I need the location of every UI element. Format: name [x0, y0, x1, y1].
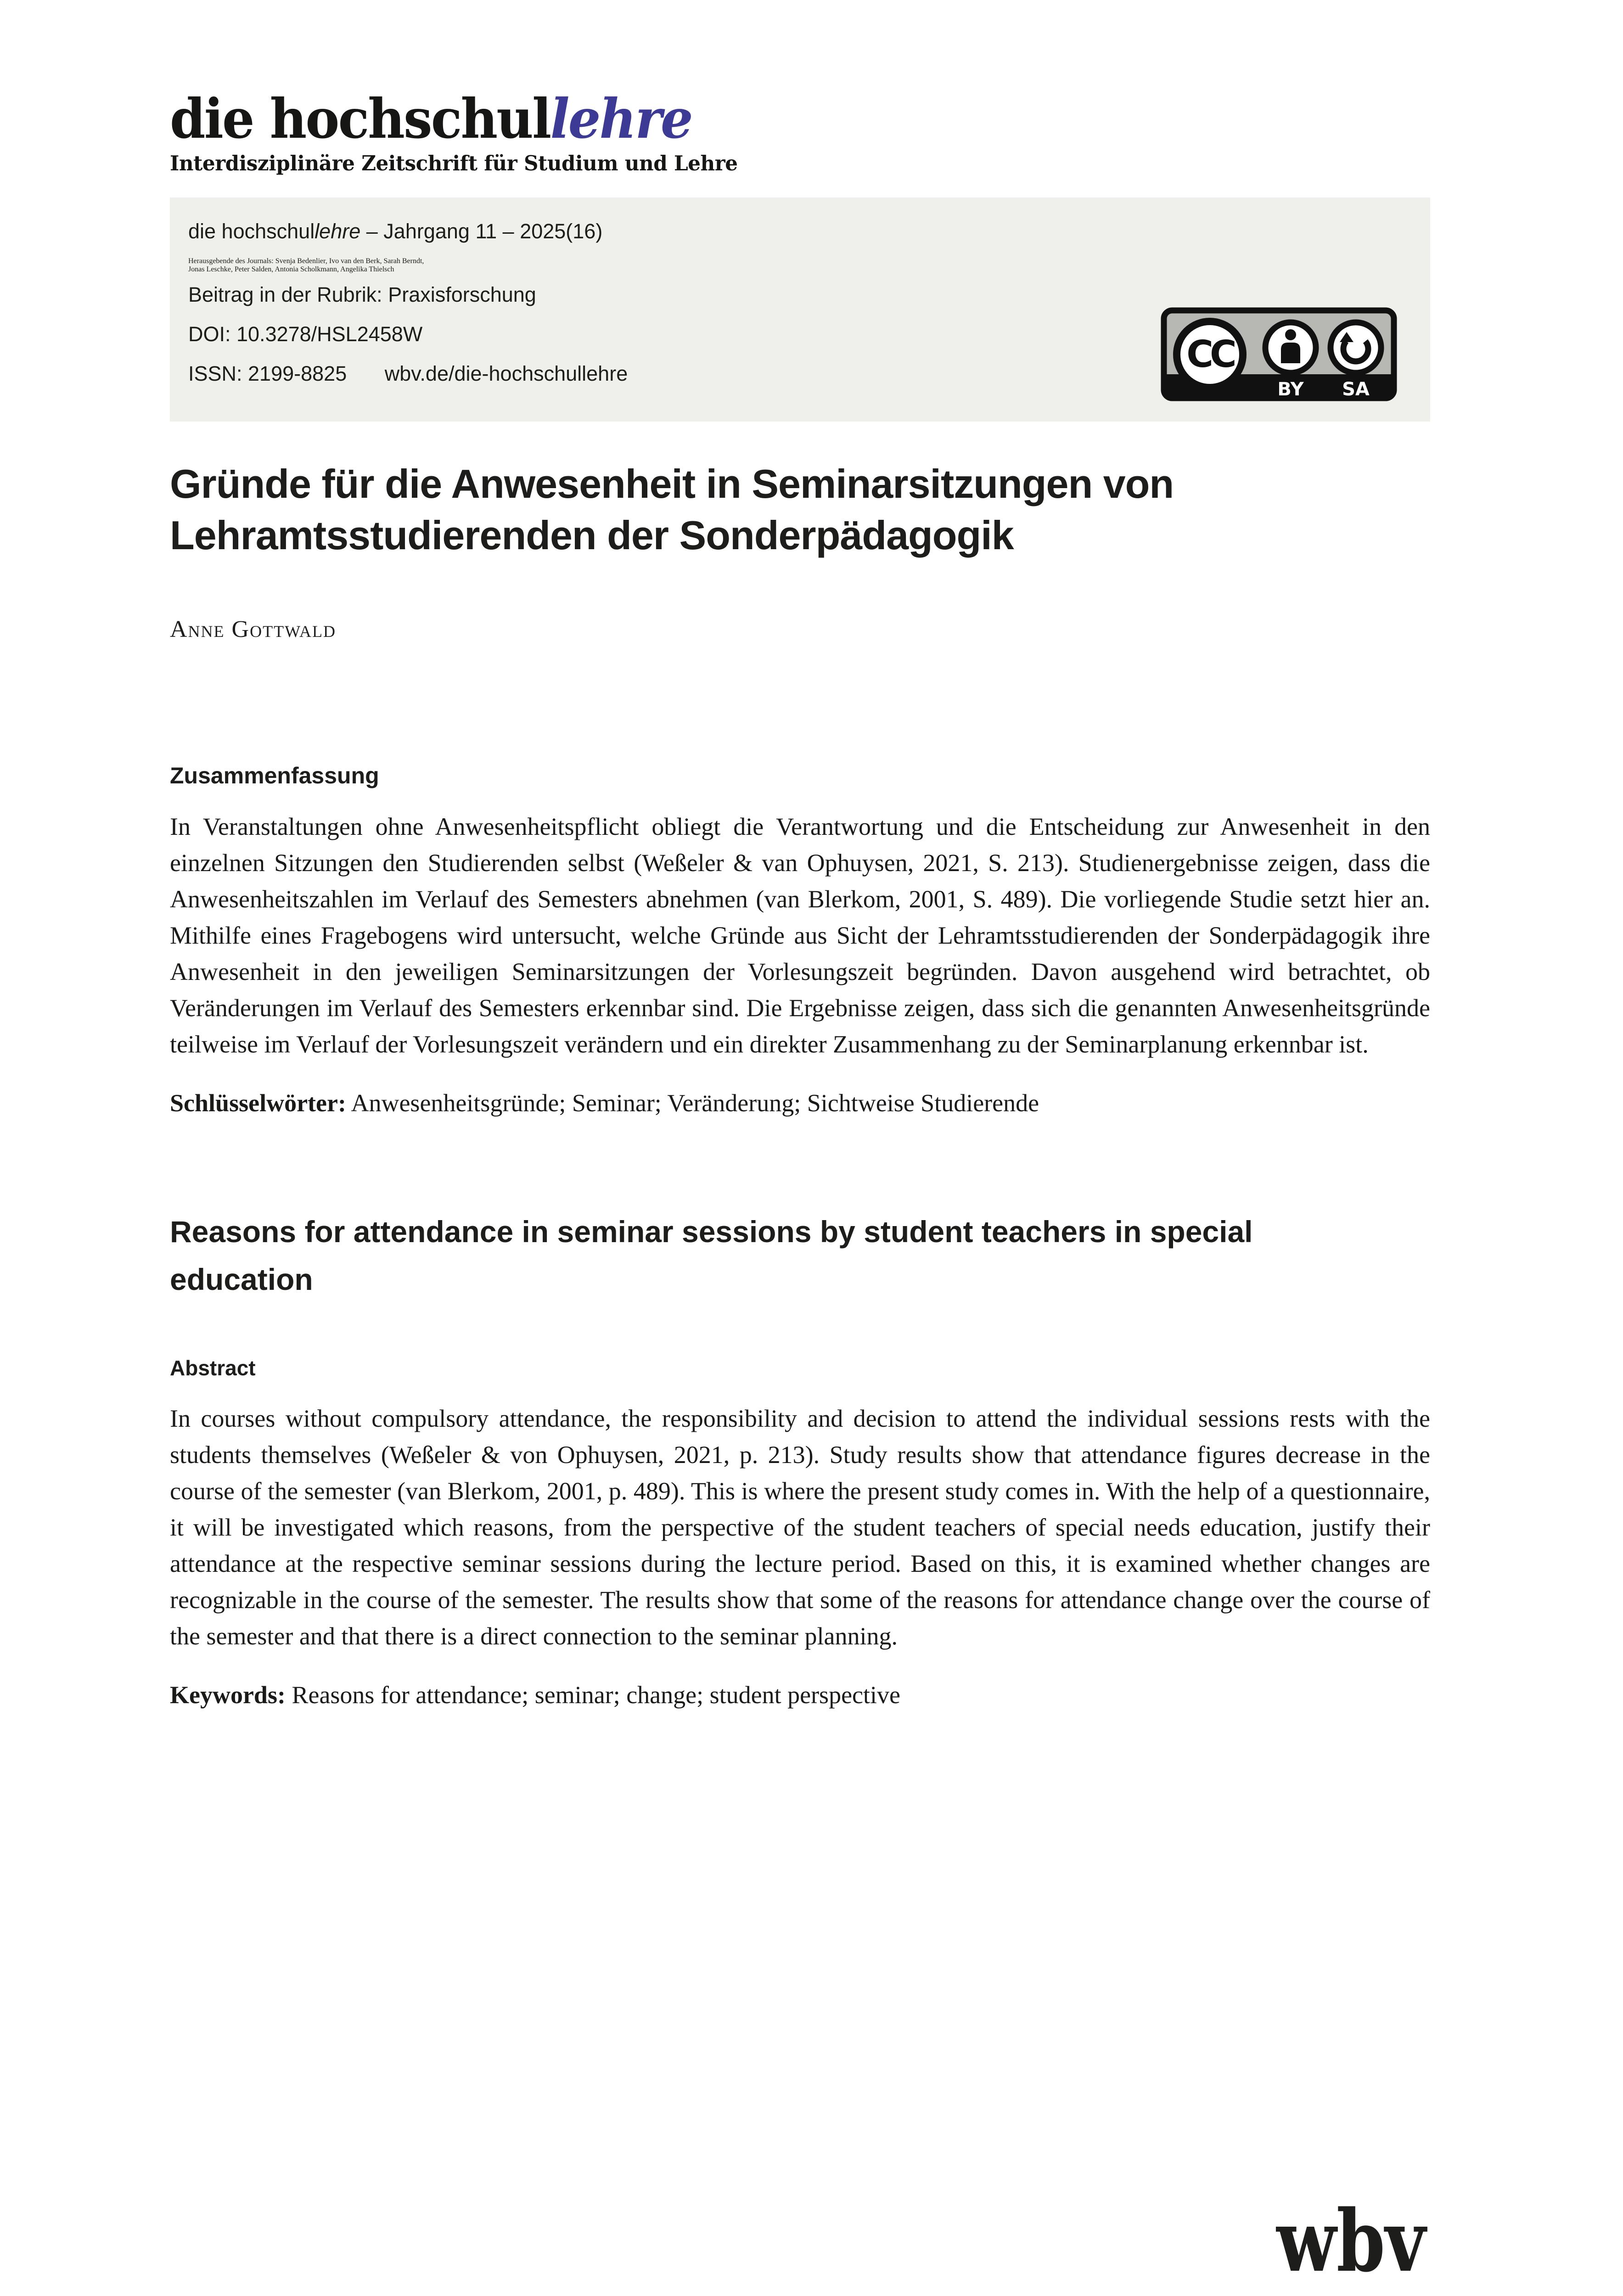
- keywords-de-line: [170, 1086, 1430, 1120]
- cc-sa-arrow-icon: [1331, 322, 1381, 373]
- editors-line-1: Herausgebende des Journals: Svenja Bedenlier, Ivo van den Berk, Sarah Berndt,: [188, 257, 424, 265]
- keywords-de-label: Schlüsselwörter:: [170, 1089, 346, 1117]
- cc-letters: CC: [1186, 333, 1233, 376]
- cc-license-badge: [1161, 307, 1397, 401]
- keywords-de-text: Anwesenheitsgründe; Seminar; Veränderung; Sichtweise Studierende: [351, 1089, 1039, 1117]
- cc-by-label: BY: [1277, 379, 1304, 400]
- article-title-en: Reasons for attendance in seminar sessions by student teachers in special education: [170, 1215, 1253, 1296]
- rubric-line: Beitrag in der Rubrik: Praxisforschung: [188, 283, 536, 306]
- journal-logo-main: die hochschul: [170, 87, 550, 151]
- doi-line: DOI: 10.3278/HSL2458W: [188, 322, 423, 346]
- publisher-logo-wbv: wbv: [1276, 2191, 1426, 2291]
- abstract-en-heading: Abstract: [170, 1356, 256, 1380]
- issn-line: [188, 360, 1175, 388]
- issue-info-box: [170, 197, 1430, 422]
- journal-subtitle: Interdisziplinäre Zeitschrift für Studium und Lehre: [170, 151, 738, 175]
- author-name: Anne Gottwald: [170, 616, 337, 642]
- issue-journal-name: die hochschul: [188, 219, 315, 243]
- journal-logo: [170, 87, 1354, 151]
- editors-line-2: Jonas Leschke, Peter Salden, Antonia Scholkmann, Angelika Thielsch: [188, 265, 394, 273]
- journal-masthead: [170, 87, 1430, 176]
- issue-line: [188, 218, 1175, 245]
- abstract-en-text: In courses without compulsory attendance, the responsibility and decision to attend the individual sessions rests with the students themselves (Weßeler & von Ophuysen, 2021, p. 213). Study results show that attendance figures decrease in the course of the semester (van Blerkom, 2001, p. 489). This is where the present study comes in. With the help of a questionnaire, it will be investigated which reasons, from the perspective of the student teachers of special needs education, justify their attendance at the respective seminar sessions during the lecture period. Based on this, it is examined whether changes are recognizable in the course of the semester. The results show that some of the reasons for attendance change over the course of the semester and that there is a direct connection to the seminar planning.: [170, 1405, 1430, 1650]
- journal-website-url: wbv.de/die-hochschullehre: [384, 362, 628, 385]
- abstract-de-heading: Zusammenfassung: [170, 763, 379, 788]
- issue-journal-name-accent: lehre: [314, 219, 361, 243]
- keywords-en-text: Reasons for attendance; seminar; change; student perspective: [292, 1681, 900, 1709]
- cc-sa-label: SA: [1342, 379, 1370, 400]
- journal-logo-accent: lehre: [550, 87, 692, 151]
- cc-logo-icon: [1177, 321, 1243, 388]
- keywords-en-label: Keywords:: [170, 1681, 286, 1709]
- issue-volume-year: – Jahrgang 11 – 2025(16): [360, 219, 603, 243]
- cc-by-person-icon: [1265, 322, 1316, 373]
- issn-number: ISSN: 2199-8825: [188, 362, 347, 385]
- keywords-en-line: [170, 1678, 1430, 1711]
- article-title-de: Gründe für die Anwesenheit in Seminarsitzungen von Lehramtsstudierenden der Sonderpädagogik: [170, 461, 1174, 558]
- abstract-de-text: In Veranstaltungen ohne Anwesenheitspflicht obliegt die Verantwortung und die Entscheidung zur Anwesenheit in den einzelnen Sitzungen den Studierenden selbst (Weßeler & van Ophuysen, 2021, S. 213). Studienergebnisse zeigen, dass die Anwesenheitszahlen im Verlauf des Semesters abnehmen (van Blerkom, 2001, S. 489). Die vorliegende Studie setzt hier an. Mithilfe eines Fragebogens wird untersucht, welche Gründe aus Sicht der Lehramtsstudierenden der Sonderpädagogik ihre Anwesenheit in den jeweiligen Seminarsitzungen der Vorlesungszeit begründen. Davon ausgehend wird betrachtet, ob Veränderungen im Verlauf des Semesters erkennbar sind. Die Ergebnisse zeigen, dass sich die genannten Anwesenheitsgründe teilweise im Verlauf der Vorlesungszeit verändern und ein direkter Zusammenhang zu der Seminarplanung erkennbar ist.: [170, 813, 1430, 1058]
